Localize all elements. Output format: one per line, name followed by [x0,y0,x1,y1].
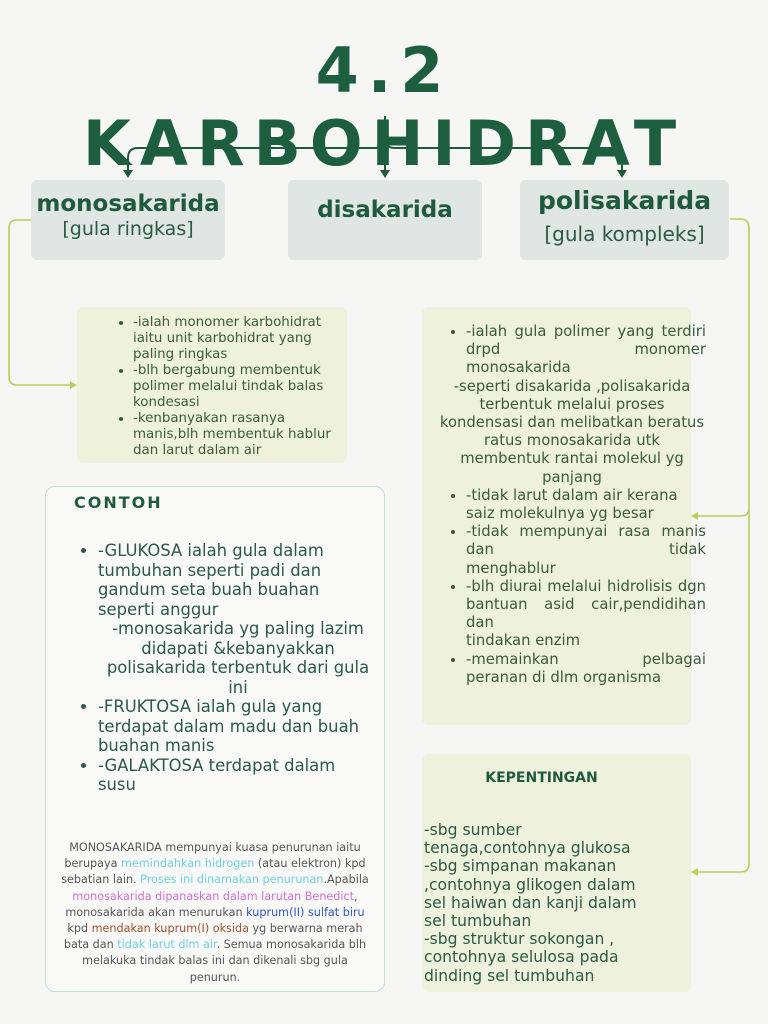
arrow-mono-panel [70,381,77,389]
box-polisakarida [520,180,729,260]
polisakarida-panel [422,307,706,725]
note-text: (atau elektron) kpd sebatian lain. [61,857,366,887]
list-item: • -blh bergabung membentuk polimer melalui tindak balas kondesasi [133,363,333,411]
polisakarida-sub: [gula kompleks] [544,222,705,246]
kepentingan-line: sel haiwan dan kanji dalam [424,893,637,912]
kepentingan-line: -sbg sumber [424,821,522,839]
list-item: • -kenbanyakan rasanya manis,blh membentuk hablur dan larut dalam air [133,411,333,459]
list-item: • -tidak larut dalam air kerana saiz molekulnya yg besar [466,487,706,523]
list-item-text: • -memainkan pelbagai [466,650,706,668]
note-highlight: kuprum(II) sulfat biru [246,905,365,919]
list-item-text: • -blh diurai melalui hidrolisis dgn bantuan asid cair,pendidihan dan [466,577,706,632]
list-item-text: menghablur [466,559,556,577]
glukosa-extra: -monosakarida yg paling lazim didapati &kebanyakkan polisakarida terbentuk dari gula ini [106,619,370,697]
list-item-text: • -ialah gula polimer yang terdiri drpd monomer [466,323,706,359]
list-item-text: tindakan enzim [466,632,580,650]
kepentingan-line: tenaga,contohnya glukosa [424,839,631,858]
note-text: MONOSAKARIDA mempunyai kuasa penurunan iaitu berupaya [64,841,361,871]
list-item-text: • -tidak mempunyai rasa manis dan tidak [466,523,706,559]
contoh-list [82,541,378,795]
kepentingan-line: dinding sel tumbuhan [424,966,595,985]
page-title: 4.2 KARBOHIDRAT [82,34,686,180]
monosakarida-list [117,315,333,459]
kepentingan-line: -sbg struktur sokongan , [424,930,615,949]
list-item [466,523,706,578]
monosakarida-panel [77,307,347,463]
list-item [439,323,706,487]
note-highlight: Proses ini dinamakan penurunan [140,873,324,887]
note-text: , monosakarida akan menurukan [65,889,358,919]
list-item [466,651,706,687]
arrow-kepentingan [691,868,698,876]
note-highlight: monosakarida dipanaskan dalam larutan Benedict [72,889,355,903]
note-text: .Apabila [323,873,369,887]
note-text: . Semua monosakarida blh melakuka tindak balas ini dan dikenali sbg gula penurun. [82,938,367,984]
monosakarida-sub: [gula ringkas] [62,218,194,240]
list-item: • -FRUKTOSA ialah gula yang terdapat dalam madu dan buah buahan manis [98,697,378,756]
polisakarida-label: polisakarida [537,186,712,215]
kepentingan-line: contohnya selulosa pada [424,948,619,967]
list-item: • -GALAKTOSA terdapat dalam susu [98,756,378,795]
contoh-card [45,486,385,992]
polisakarida-list [439,323,706,687]
list-item [98,541,378,697]
kepentingan-line: sel tumbuhan [424,912,532,931]
note-highlight: memindahkan hidrogen [121,857,255,871]
disakarida-label: disakarida [317,197,453,223]
list-item [466,578,706,651]
note-text: yg berwarna merah bata dan [63,922,363,952]
glukosa-text: -GLUKOSA ialah gula dalam tumbuhan seperti padi dan gandum seta buah buahan seperti anggur [98,541,324,619]
kepentingan-panel [422,754,691,992]
list-item-text: peranan di dlm organisma [466,668,662,686]
kepentingan-heading: KEPENTINGAN [485,770,598,786]
reducing-sugar-note [60,840,370,986]
monosakarida-label: monosakarida [36,191,220,217]
kepentingan-text [424,821,686,985]
list-item-text: monosakarida [466,359,571,377]
note-highlight: mendakan kuprum(I) oksida [91,922,249,936]
list-item-extra: -seperti disakarida ,polisakarida terbentuk melalui proses kondensasi dan melibatkan beratus ratus monosakarida utk membentuk rantai molekul yg panjang [439,377,705,486]
contoh-heading: CONTOH [74,493,163,512]
kepentingan-line: -sbg simpanan makanan [424,857,617,876]
box-disakarida [288,180,482,260]
note-highlight: tidak larut dlm air [117,938,217,952]
note-text: kpd [67,922,92,936]
kepentingan-line: ,contohnya glikogen dalam [424,875,636,894]
box-monosakarida [31,180,225,260]
list-item: • -ialah monomer karbohidrat iaitu unit karbohidrat yang paling ringkas [133,315,333,363]
